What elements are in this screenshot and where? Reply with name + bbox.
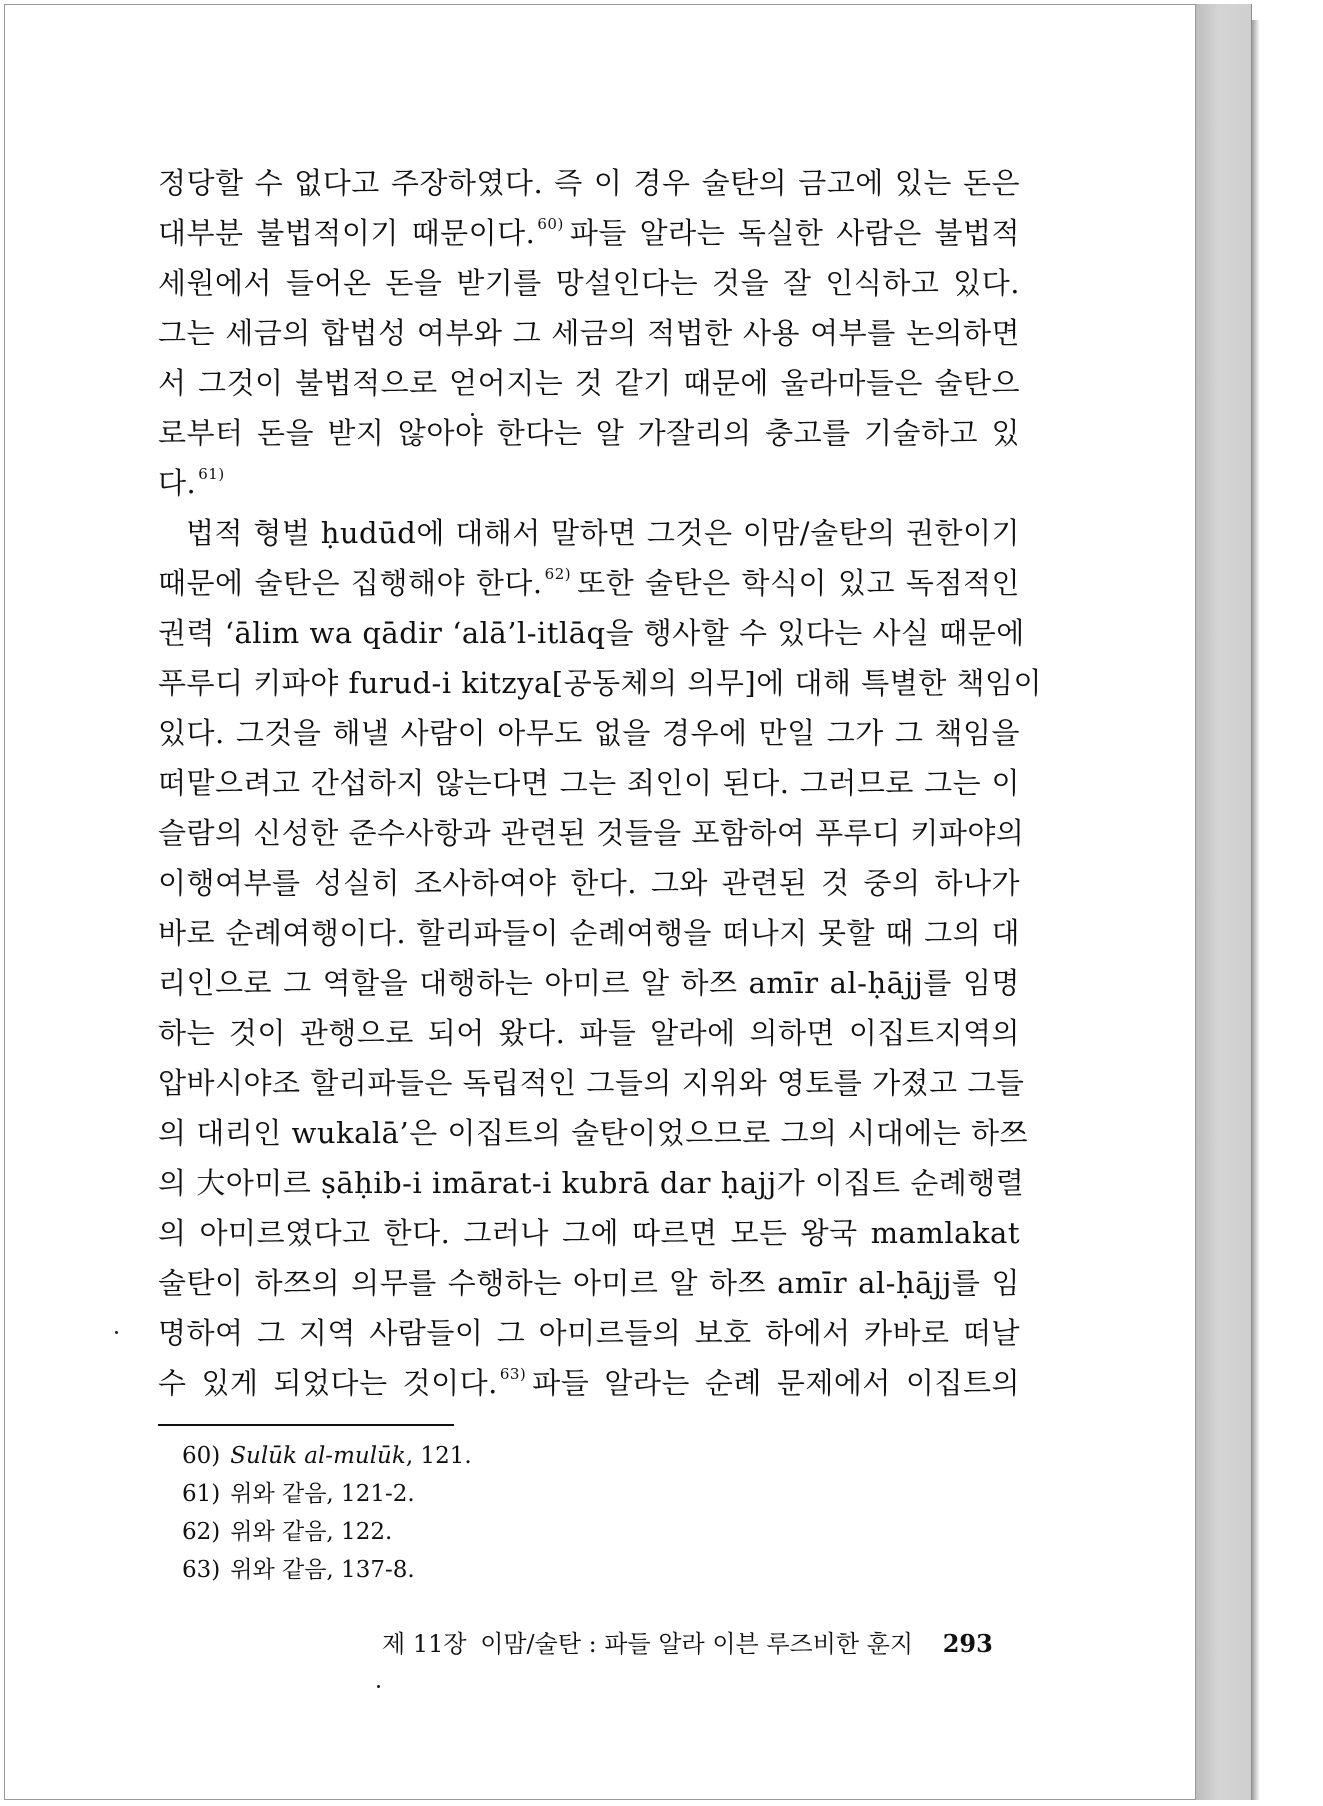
text-line (158, 208, 1020, 258)
text-line (158, 708, 1020, 758)
footnote-number: 63) (182, 1557, 221, 1583)
page-stack-edge (1196, 4, 1252, 1800)
footnote-ref[interactable]: 62) (544, 565, 572, 583)
line-text: 때문에 술탄은 집행해야 한다. (158, 566, 543, 600)
text-line (158, 458, 1020, 508)
text-line (158, 308, 1020, 358)
text-line (158, 158, 1020, 208)
footnote-number: 60) (182, 1443, 221, 1469)
line-text: 명하여 그 지역 사람들이 그 아미르들의 보호 하에서 카바로 떠날 (158, 1316, 1020, 1350)
text-line (158, 358, 1020, 408)
footnote-text: 위와 같음, 122. (230, 1519, 393, 1545)
line-text: 바로 순례여행이다. 할리파들이 순례여행을 떠나지 못할 때 그의 대 (158, 916, 1020, 950)
footnote-ref[interactable]: 63) (499, 1365, 527, 1383)
line-text: 또한 술탄은 학식이 있고 독점적인 (577, 566, 1020, 600)
footnote-ref[interactable]: 61) (198, 465, 225, 483)
line-text: 그는 세금의 합법성 여부와 그 세금의 적법한 사용 여부를 논의하면 (158, 316, 1020, 350)
page-number: 293 (942, 1629, 993, 1658)
line-text: 서 그것이 불법적으로 얻어지는 것 같기 때문에 울라마들은 술탄으 (158, 366, 1020, 400)
print-speck (115, 1331, 118, 1334)
footnotes (182, 1437, 782, 1589)
line-text: 의 大아미르 ṣāḥib-i imārat-i kubrā dar ḥajj가 이집트 순례행렬 (158, 1166, 1025, 1200)
text-line (158, 908, 1020, 958)
footnote-number: 61) (182, 1481, 221, 1507)
line-text: 이행여부를 성실히 조사하여야 한다. 그와 관련된 것 중의 하나가 (158, 866, 1020, 900)
footer-chapter: 제 11장 (382, 1630, 467, 1658)
line-text: 파들 알라는 독실한 사람은 불법적 (569, 216, 1020, 250)
text-line (158, 858, 1020, 908)
line-text: 푸루디 키파야 furud-i kitzya[공동체의 의무]에 대해 특별한 책임이 (158, 666, 1042, 700)
text-line (158, 1208, 1020, 1258)
text-line (158, 1008, 1020, 1058)
text-line (158, 608, 1025, 658)
body-text (158, 158, 1042, 1408)
text-line (158, 1258, 1020, 1308)
print-speck (377, 1685, 380, 1688)
footnote-text: , 121. (405, 1443, 472, 1469)
line-text: 다. (158, 466, 197, 500)
text-line (158, 1058, 1025, 1108)
footnote-61 (182, 1475, 782, 1513)
line-text: 떠맡으려고 간섭하지 않는다면 그는 죄인이 된다. 그러므로 그는 이 (158, 766, 1020, 800)
line-text: 파들 알라는 순례 문제에서 이집트의 (532, 1366, 1020, 1400)
line-text: 술탄이 하쯔의 의무를 수행하는 아미르 알 하쯔 amīr al-ḥājj를 임 (158, 1266, 1020, 1300)
line-text: 세원에서 들어온 돈을 받기를 망설인다는 것을 잘 인식하고 있다. (158, 266, 1020, 300)
footnote-source-title: Sulūk al-mulūk (230, 1443, 406, 1469)
text-line (158, 1108, 1029, 1158)
footnote-text: 위와 같음, 121-2. (230, 1481, 415, 1507)
text-line (158, 508, 1020, 558)
footnote-text: 위와 같음, 137-8. (230, 1557, 415, 1583)
line-text: 있다. 그것을 해낼 사람이 아무도 없을 경우에 만일 그가 그 책임을 (158, 716, 1020, 750)
line-text: 수 있게 되었다는 것이다. (158, 1366, 498, 1400)
footer-chapter-title: 이맘/술탄 : 파들 알라 이븐 루즈비한 훈지 (480, 1630, 914, 1658)
text-line (158, 408, 1020, 458)
line-text: 법적 형벌 ḥudūd에 대해서 말하면 그것은 이맘/술탄의 권한이기 (186, 516, 1020, 550)
line-text: 압바시야조 할리파들은 독립적인 그들의 지위와 영토를 가졌고 그들 (158, 1066, 1025, 1100)
line-text: 권력 ‘ālim wa qādir ‘alā’l-itlāq을 행사할 수 있다는 사실 때문에 (158, 616, 1025, 650)
footnote-62 (182, 1513, 782, 1551)
footnote-63 (182, 1551, 782, 1589)
footnote-number: 62) (182, 1519, 221, 1545)
text-line (158, 1158, 1025, 1208)
line-text: 대부분 불법적이기 때문이다. (158, 216, 536, 250)
line-text: 의 아미르였다고 한다. 그러나 그에 따르면 모든 왕국 mamlakat (158, 1216, 1020, 1250)
running-footer (382, 1624, 1022, 1659)
line-text: 슬람의 신성한 준수사항과 관련된 것들을 포함하여 푸루디 키파야의 (158, 816, 1025, 850)
text-line (158, 558, 1020, 608)
line-text: 하는 것이 관행으로 되어 왔다. 파들 알라에 의하면 이집트지역의 (158, 1016, 1020, 1050)
line-text: 정당할 수 없다고 주장하였다. 즉 이 경우 술탄의 금고에 있는 돈은 (158, 166, 1020, 200)
footnote-ref[interactable]: 60) (537, 215, 564, 233)
text-line (158, 758, 1020, 808)
line-text: 의 대리인 wukalā’은 이집트의 술탄이었으므로 그의 시대에는 하쯔 (158, 1116, 1029, 1150)
text-line (158, 958, 1020, 1008)
page-shadow (1252, 20, 1260, 1800)
text-line (158, 658, 1042, 708)
footnote-divider (158, 1424, 454, 1426)
text-line (158, 1358, 1020, 1408)
text-line (158, 808, 1025, 858)
text-line (158, 1308, 1020, 1358)
text-line (158, 258, 1020, 308)
footnote-60 (182, 1437, 782, 1475)
line-text: 리인으로 그 역할을 대행하는 아미르 알 하쯔 amīr al-ḥājj를 임명 (158, 966, 1020, 1000)
line-text: 로부터 돈을 받지 않아야 한다는 알 가잘리의 충고를 기술하고 있 (158, 416, 1020, 450)
